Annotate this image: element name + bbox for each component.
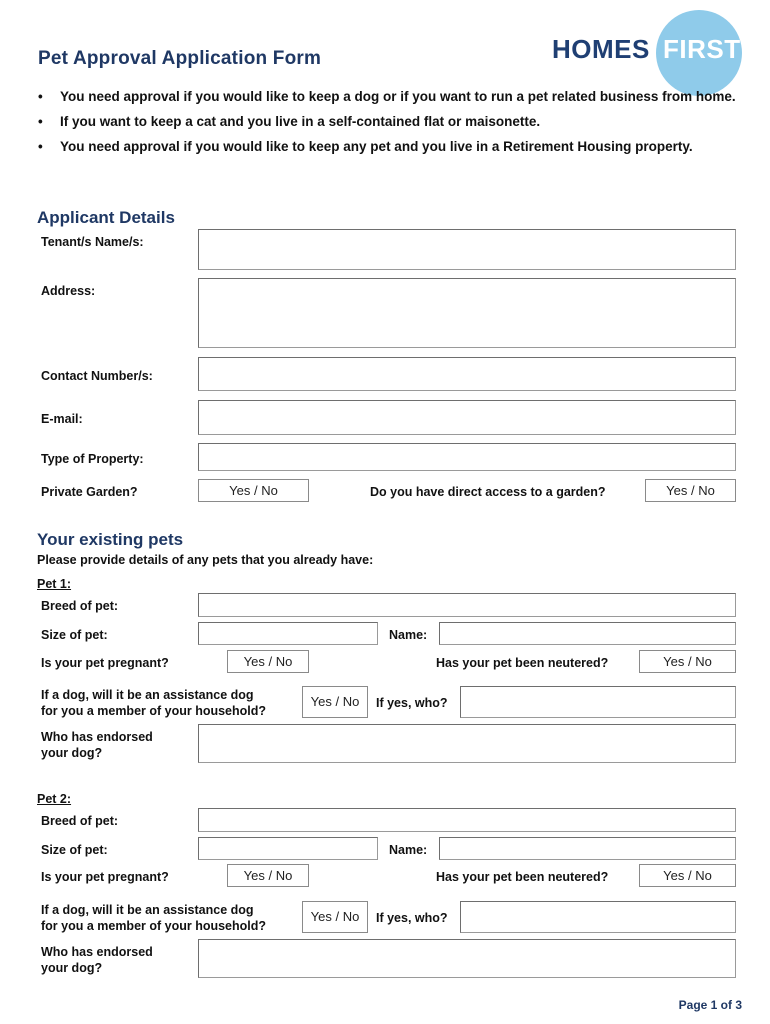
pet-2-endorsed-label-line2: your dog? [41,961,103,975]
pet-2-neutered-label: Has your pet been neutered? [436,870,609,884]
pet-1-assist-label-line2: for you a member of your household? [41,704,267,718]
pet-1-endorsed-label-line1: Who has endorsed [41,730,153,744]
pet-2-pregnant-label: Is your pet pregnant? [41,870,169,884]
pet-1-size-label: Size of pet: [41,628,108,642]
pet-2-title: Pet 2: [37,792,72,806]
pet-1-breed-field[interactable] [198,593,736,617]
existing-pets-heading: Your existing pets [37,530,184,549]
pet-2-breed-label: Breed of pet: [41,814,119,828]
pet-2-assist-label-line1: If a dog, will it be an assistance dog [41,903,254,917]
existing-pets-intro: Please provide details of any pets that you already have: [37,553,374,567]
pet-1-title: Pet 1: [37,577,72,591]
bullet-item: • You need approval if you would like to keep a dog or if you want to run a pet related business from home. [38,89,736,104]
pet-2-who-field[interactable] [460,901,736,933]
pet-2-assist-yes-no[interactable]: Yes / No [302,901,368,933]
garden-label: Private Garden? [41,485,138,499]
contact-label: Contact Number/s: [41,369,153,383]
bullet-icon: • [38,139,43,154]
pet-1-neutered-yes-no[interactable]: Yes / No [639,650,736,673]
pet-2-endorsed-field[interactable] [198,939,736,978]
pet-2-size-field[interactable] [198,837,378,860]
pet-2-name-field[interactable] [439,837,736,860]
pet-1-pregnant-label: Is your pet pregnant? [41,656,169,670]
bullet-icon: • [38,114,43,129]
pet-1-endorsed-field[interactable] [198,724,736,763]
tenant-label: Tenant/s Name/s: [41,235,144,249]
tenant-field[interactable] [198,229,736,270]
pet-1-name-field[interactable] [439,622,736,645]
property-field[interactable] [198,443,736,471]
pet-2-endorsed-label-line1: Who has endorsed [41,945,153,959]
pet-1-neutered-label: Has your pet been neutered? [436,656,609,670]
contact-field[interactable] [198,357,736,391]
pet-1-who-field[interactable] [460,686,736,718]
email-field[interactable] [198,400,736,435]
property-label: Type of Property: [41,452,144,466]
pet-2-assist-label-line2: for you a member of your household? [41,919,267,933]
access-label: Do you have direct access to a garden? [370,485,606,499]
page-title: Pet Approval Application Form [38,48,322,69]
pet-1-breed-label: Breed of pet: [41,599,119,613]
pet-2-pregnant-yes-no[interactable]: Yes / No [227,864,309,887]
pet-1-assist-label-line1: If a dog, will it be an assistance dog [41,688,254,702]
email-label: E-mail: [41,412,83,426]
applicant-heading: Applicant Details [37,208,175,227]
access-yes-no[interactable]: Yes / No [645,479,736,502]
bullet-item: • You need approval if you would like to keep any pet and you live in a Retirement Housing property. [38,139,693,154]
pet-2-breed-field[interactable] [198,808,736,832]
pet-1-assist-yes-no[interactable]: Yes / No [302,686,368,718]
pet-1-pregnant-yes-no[interactable]: Yes / No [227,650,309,673]
pet-1-who-label: If yes, who? [376,696,448,710]
pet-2-neutered-yes-no[interactable]: Yes / No [639,864,736,887]
intro-bullets [38,88,738,163]
pet-1-endorsed-label-line2: your dog? [41,746,103,760]
pet-2-name-label: Name: [389,843,428,857]
page-number: Page 1 of 3 [678,998,742,1012]
bullet-item: • If you want to keep a cat and you live in a self-contained flat or maisonette. [38,114,541,129]
address-label: Address: [41,284,96,298]
bullet-icon: • [38,89,43,104]
pet-1-size-field[interactable] [198,622,378,645]
pet-2-who-label: If yes, who? [376,911,448,925]
pet-2-size-label: Size of pet: [41,843,108,857]
logo-first: FIRST [663,34,741,64]
garden-yes-no[interactable]: Yes / No [198,479,309,502]
logo-homes: HOMES [552,34,650,64]
pet-1-name-label: Name: [389,628,428,642]
address-field[interactable] [198,278,736,348]
